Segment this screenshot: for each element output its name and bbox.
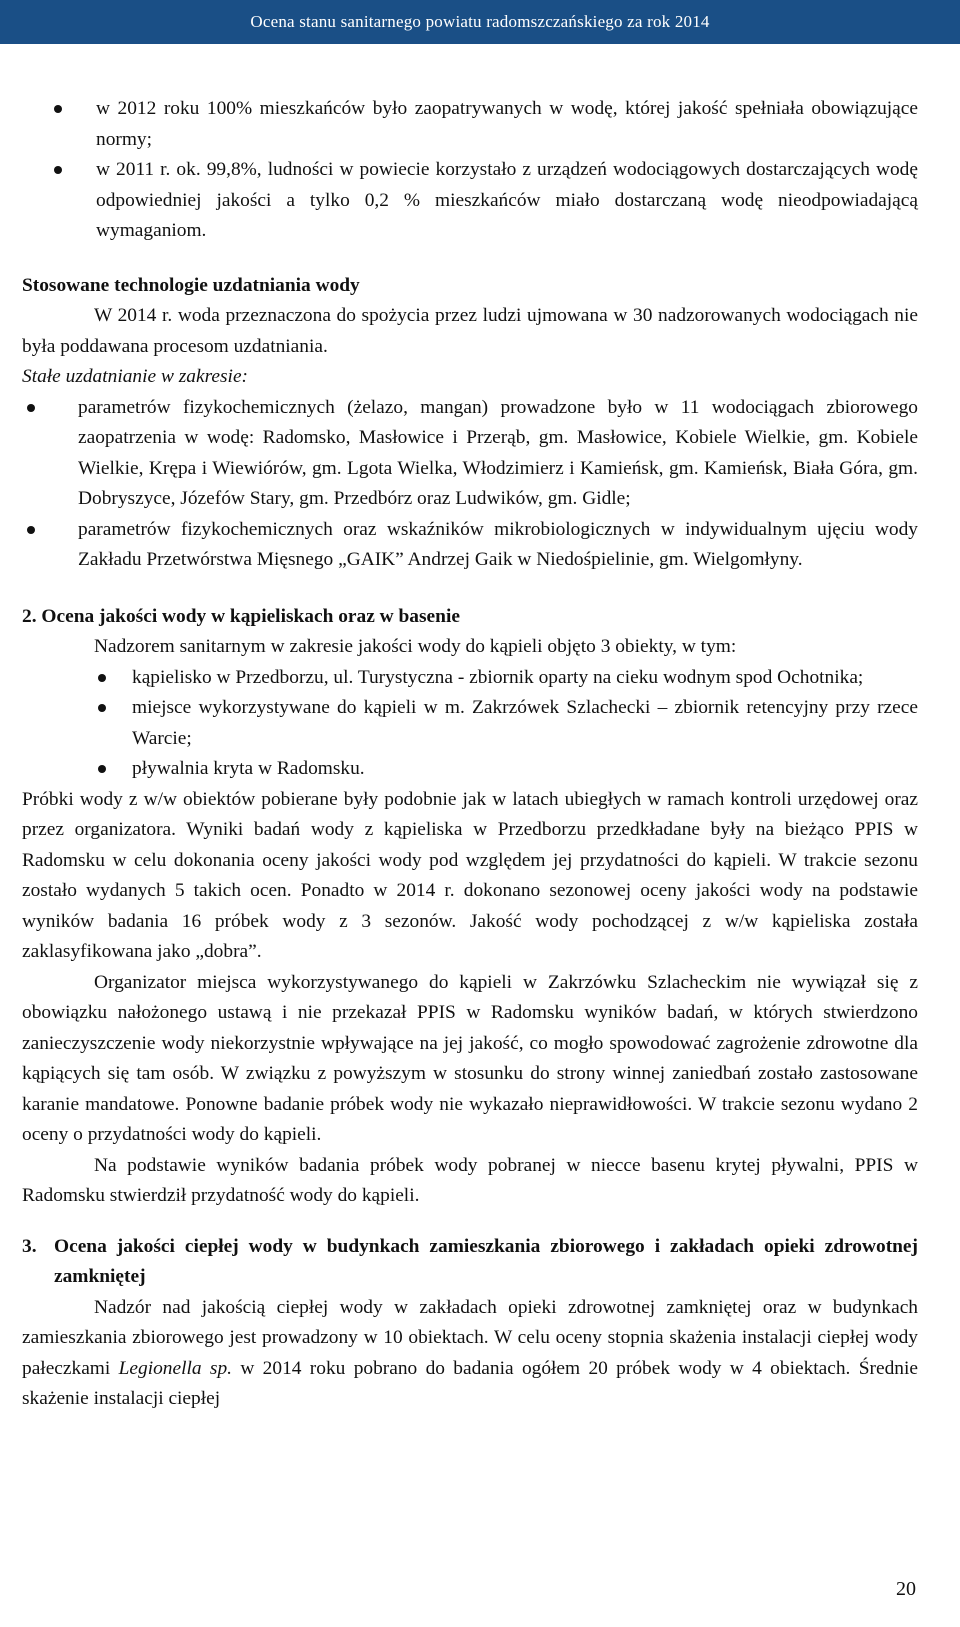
section-2-heading — [22, 602, 918, 633]
running-header — [0, 0, 960, 44]
list-item: w 2012 roku 100% mieszkańców było zaopatrywanych w wodę, której jakość spełniała obowiązujące normy; — [22, 94, 918, 155]
treatment-heading: Stosowane technologie uzdatniania wody — [22, 274, 360, 296]
list-item: kąpielisko w Przedborzu, ul. Turystyczna - zbiornik oparty na cieku wodnym spod Ochotnika; — [94, 663, 918, 694]
section-3-paragraph — [22, 1293, 918, 1415]
section-2-lead: Nadzorem sanitarnym w zakresie jakości wody do kąpieli objęto 3 obiekty, w tym: — [94, 636, 737, 657]
section-3-title: Ocena jakości ciepłej wody w budynkach zamieszkania zbiorowego i zakładach opieki zdrowotnej zamkniętej — [54, 1235, 918, 1287]
list-item: pływalnia kryta w Radomsku. — [94, 754, 918, 785]
page-number: 20 — [896, 1578, 916, 1600]
running-header-title: Ocena stanu sanitarnego powiatu radomszczańskiego za rok 2014 — [250, 12, 710, 31]
list-item: w 2011 r. ok. 99,8%, ludności w powiecie korzystało z urządzeń wodociągowych dostarczających wodę odpowiedniej jakości a tylko 0,2 % mieszkańców miało dostarczaną wodę nieodpowiadającą wymaganiom. — [22, 155, 918, 247]
list-item: miejsce wykorzystywane do kąpieli w m. Zakrzówek Szlachecki – zbiornik retencyjny przy rzece Warcie; — [94, 693, 918, 754]
section-3-text-end: w 2014 roku pobrano do badania ogółem 20 próbek wody w 4 obiektach. Średnie skażenie instalacji ciepłej — [22, 1357, 918, 1409]
intro-bullet-list — [22, 94, 918, 247]
document-body — [22, 94, 918, 1415]
section-2-number: 2. — [22, 605, 37, 627]
legionella-term: Legionella sp. — [118, 1357, 232, 1379]
treatment-paragraph: W 2014 r. woda przeznaczona do spożycia przez ludzi ujmowana w 30 nadzorowanych wodociągach nie była poddawana procesom uzdatniania. — [22, 305, 918, 357]
section-2-title: Ocena jakości wody w kąpieliskach oraz w basenie — [41, 605, 460, 627]
section-2-paragraph-1: Próbki wody z w/w obiektów pobierane były podobnie jak w latach ubiegłych w ramach kontroli urzędowej oraz przez organizatora. Wyniki badań wody z kąpieliska w Przedborzu przedkładane były na bieżąco PPIS w Radomsku w celu dokonania oceny jakości wody pod względem jej przydatności do kąpieli. W trakcie sezonu zostało wydanych 5 takich ocen. Ponadto w 2014 r. dokonano sezonowej oceny jakości wody na podstawie wyników badania 16 próbek wody z 3 sezonów. Jakość wody pochodzącej z w/w kąpieliska została zaklasyfikowana jako „dobra”. — [22, 788, 918, 962]
list-item: parametrów fizykochemicznych oraz wskaźników mikrobiologicznych w indywidualnym ujęciu wody Zakładu Przetwórstwa Mięsnego „GAIK” Andrzej Gaik w Niedośpielinie, gm. Wielgomłyny. — [22, 515, 918, 576]
permanent-treatment-label: Stałe uzdatnianie w zakresie: — [22, 366, 249, 387]
treatment-bullet-list — [22, 393, 918, 576]
bathing-sites-list — [94, 663, 918, 785]
section-3-number: 3. — [22, 1235, 37, 1257]
section-2-paragraph-2: Organizator miejsca wykorzystywanego do kąpieli w Zakrzówku Szlacheckim nie wywiązał się z obowiązku nałożonego ustawą i nie przekazał PPIS w Radomsku wyników badań, w których stwierdzono zanieczyszczenie wody niekorzystnie wpływające na jej jakość, co mogło spowodować zagrożenie zdrowotne dla kąpiących się tam osób. W związku z powyższym w stosunku do strony winnej zaniedbań zostało zastosowane karanie mandatowe. Ponowne badanie próbek wody nie wykazało nieprawidłowości. W trakcie sezonu wydano 2 oceny o przydatności wody do kąpieli. — [22, 971, 918, 1145]
list-item: parametrów fizykochemicznych (żelazo, mangan) prowadzone było w 11 wodociągach zbiorowego zaopatrzenia w wodę: Radomsko, Masłowice i Przerąb, gm. Masłowice, Kobiele Wielkie, gm. Kobiele Wielkie, Krępa i Wiewiórów, gm. Lgota Wielka, Włodzimierz i Kamieńsk, gm. Kamieńsk, Biała Góra, gm. Dobryszyce, Józefów Stary, gm. Przedbórz oraz Ludwików, gm. Gidle; — [22, 393, 918, 515]
section-3-text-start: Nadzór nad jakością ciepłej wody w zakładach opieki zdrowotnej zamkniętej oraz w budynkach zamieszkania zbiorowego jest prowadzony w 10 obiektach. W celu oceny stopnia skażenia instalacji ciepłej wody pałeczkami — [22, 1296, 918, 1379]
section-2-paragraph-3: Na podstawie wyników badania próbek wody pobranej w niecce basenu krytej pływalni, PPIS w Radomsku stwierdził przydatność wody do kąpieli. — [22, 1154, 918, 1206]
section-3-heading — [22, 1232, 918, 1293]
